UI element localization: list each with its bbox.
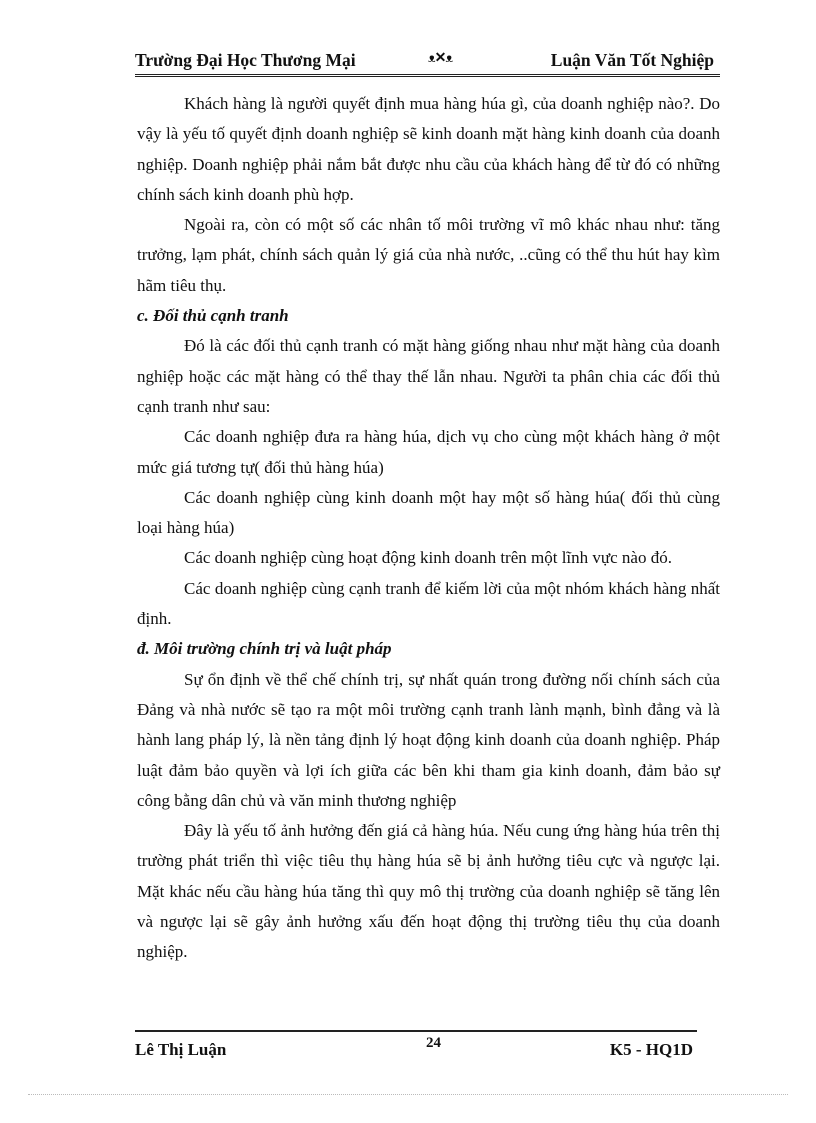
footer-author: Lê Thị Luận: [135, 1040, 227, 1059]
body-paragraph: Các doanh nghiệp cùng cạnh tranh để kiếm lời của một nhóm khách hàng nhất định.: [137, 578, 720, 629]
body-paragraph: Đây là yếu tố ảnh hưởng đến giá cả hàng húa. Nếu cung ứng hàng húa trên thị trường phát triển thì việc tiêu thụ hàng húa sẽ bị ảnh hưởng tiêu cực và ngược lại. Mặt khác nếu cầu hàng húa tăng thì quy mô thị trường của doanh nghiệp sẽ tăng lên và ngược lại sẽ gây ảnh hưởng xấu đến hoạt động thị trường tiêu thụ của doanh nghiệp.: [137, 821, 720, 962]
page-body: [137, 89, 720, 968]
header-ornament-icon: ᴥ✕ᴥ: [428, 51, 452, 66]
section-heading: c. Đối thủ cạnh tranh: [137, 306, 289, 326]
body-paragraph: Đó là các đối thủ cạnh tranh có mặt hàng giống nhau như mặt hàng của doanh nghiệp hoặc các mặt hàng có thể thay thế lẫn nhau. Người ta phân chia các đối thủ cạnh tranh như sau:: [137, 336, 720, 416]
page-footer: [135, 1030, 697, 1066]
page-number: 24: [426, 1035, 441, 1051]
header-document-type: Luận Văn Tốt Nghiệp: [550, 50, 714, 70]
bottom-dotted-divider: [28, 1094, 788, 1095]
body-paragraph: Ngoài ra, còn có một số các nhân tố môi trường vĩ mô khác nhau như: tăng trưởng, lạm phát, chính sách quản lý giá của nhà nước, ..cũng có thể thu hút hay kìm hãm tiêu thụ.: [137, 215, 720, 295]
section-heading: đ. Môi trường chính trị và luật pháp: [137, 639, 392, 659]
body-paragraph: Khách hàng là người quyết định mua hàng húa gì, của doanh nghiệp nào?. Do vậy là yếu tố quyết định doanh nghiệp sẽ kinh doanh mặt hàng kinh doanh của doanh nghiệp. Doanh nghiệp phải nắm bắt được nhu cầu của khách hàng để từ đó có những chính sách kinh doanh phù hợp.: [137, 94, 720, 204]
body-paragraph: Các doanh nghiệp đưa ra hàng húa, dịch vụ cho cùng một khách hàng ở một mức giá tương tự( đối thủ hàng húa): [137, 427, 720, 477]
footer-class-code: K5 - HQ1D: [609, 1040, 693, 1059]
body-paragraph: Các doanh nghiệp cùng hoạt động kinh doanh trên một lĩnh vực nào đó.: [184, 548, 672, 568]
body-paragraph: Sự ổn định về thể chế chính trị, sự nhất quán trong đường nối chính sách của Đảng và nhà nước sẽ tạo ra một môi trường cạnh tranh lành mạnh, bình đẳng và là hành lang pháp lý, là nền tảng định lý hoạt động kinh doanh của doanh nghiệp. Pháp luật đảm bảo quyền và lợi ích giữa các bên khi tham gia kinh doanh, đảm bảo sự công bằng dân chủ và văn minh thương nghiệp: [137, 669, 720, 810]
header-university: Trường Đại Học Thương Mại: [135, 50, 356, 70]
body-paragraph: Các doanh nghiệp cùng kinh doanh một hay một số hàng húa( đối thủ cùng loại hàng húa): [137, 487, 720, 538]
page-header: [135, 48, 720, 77]
